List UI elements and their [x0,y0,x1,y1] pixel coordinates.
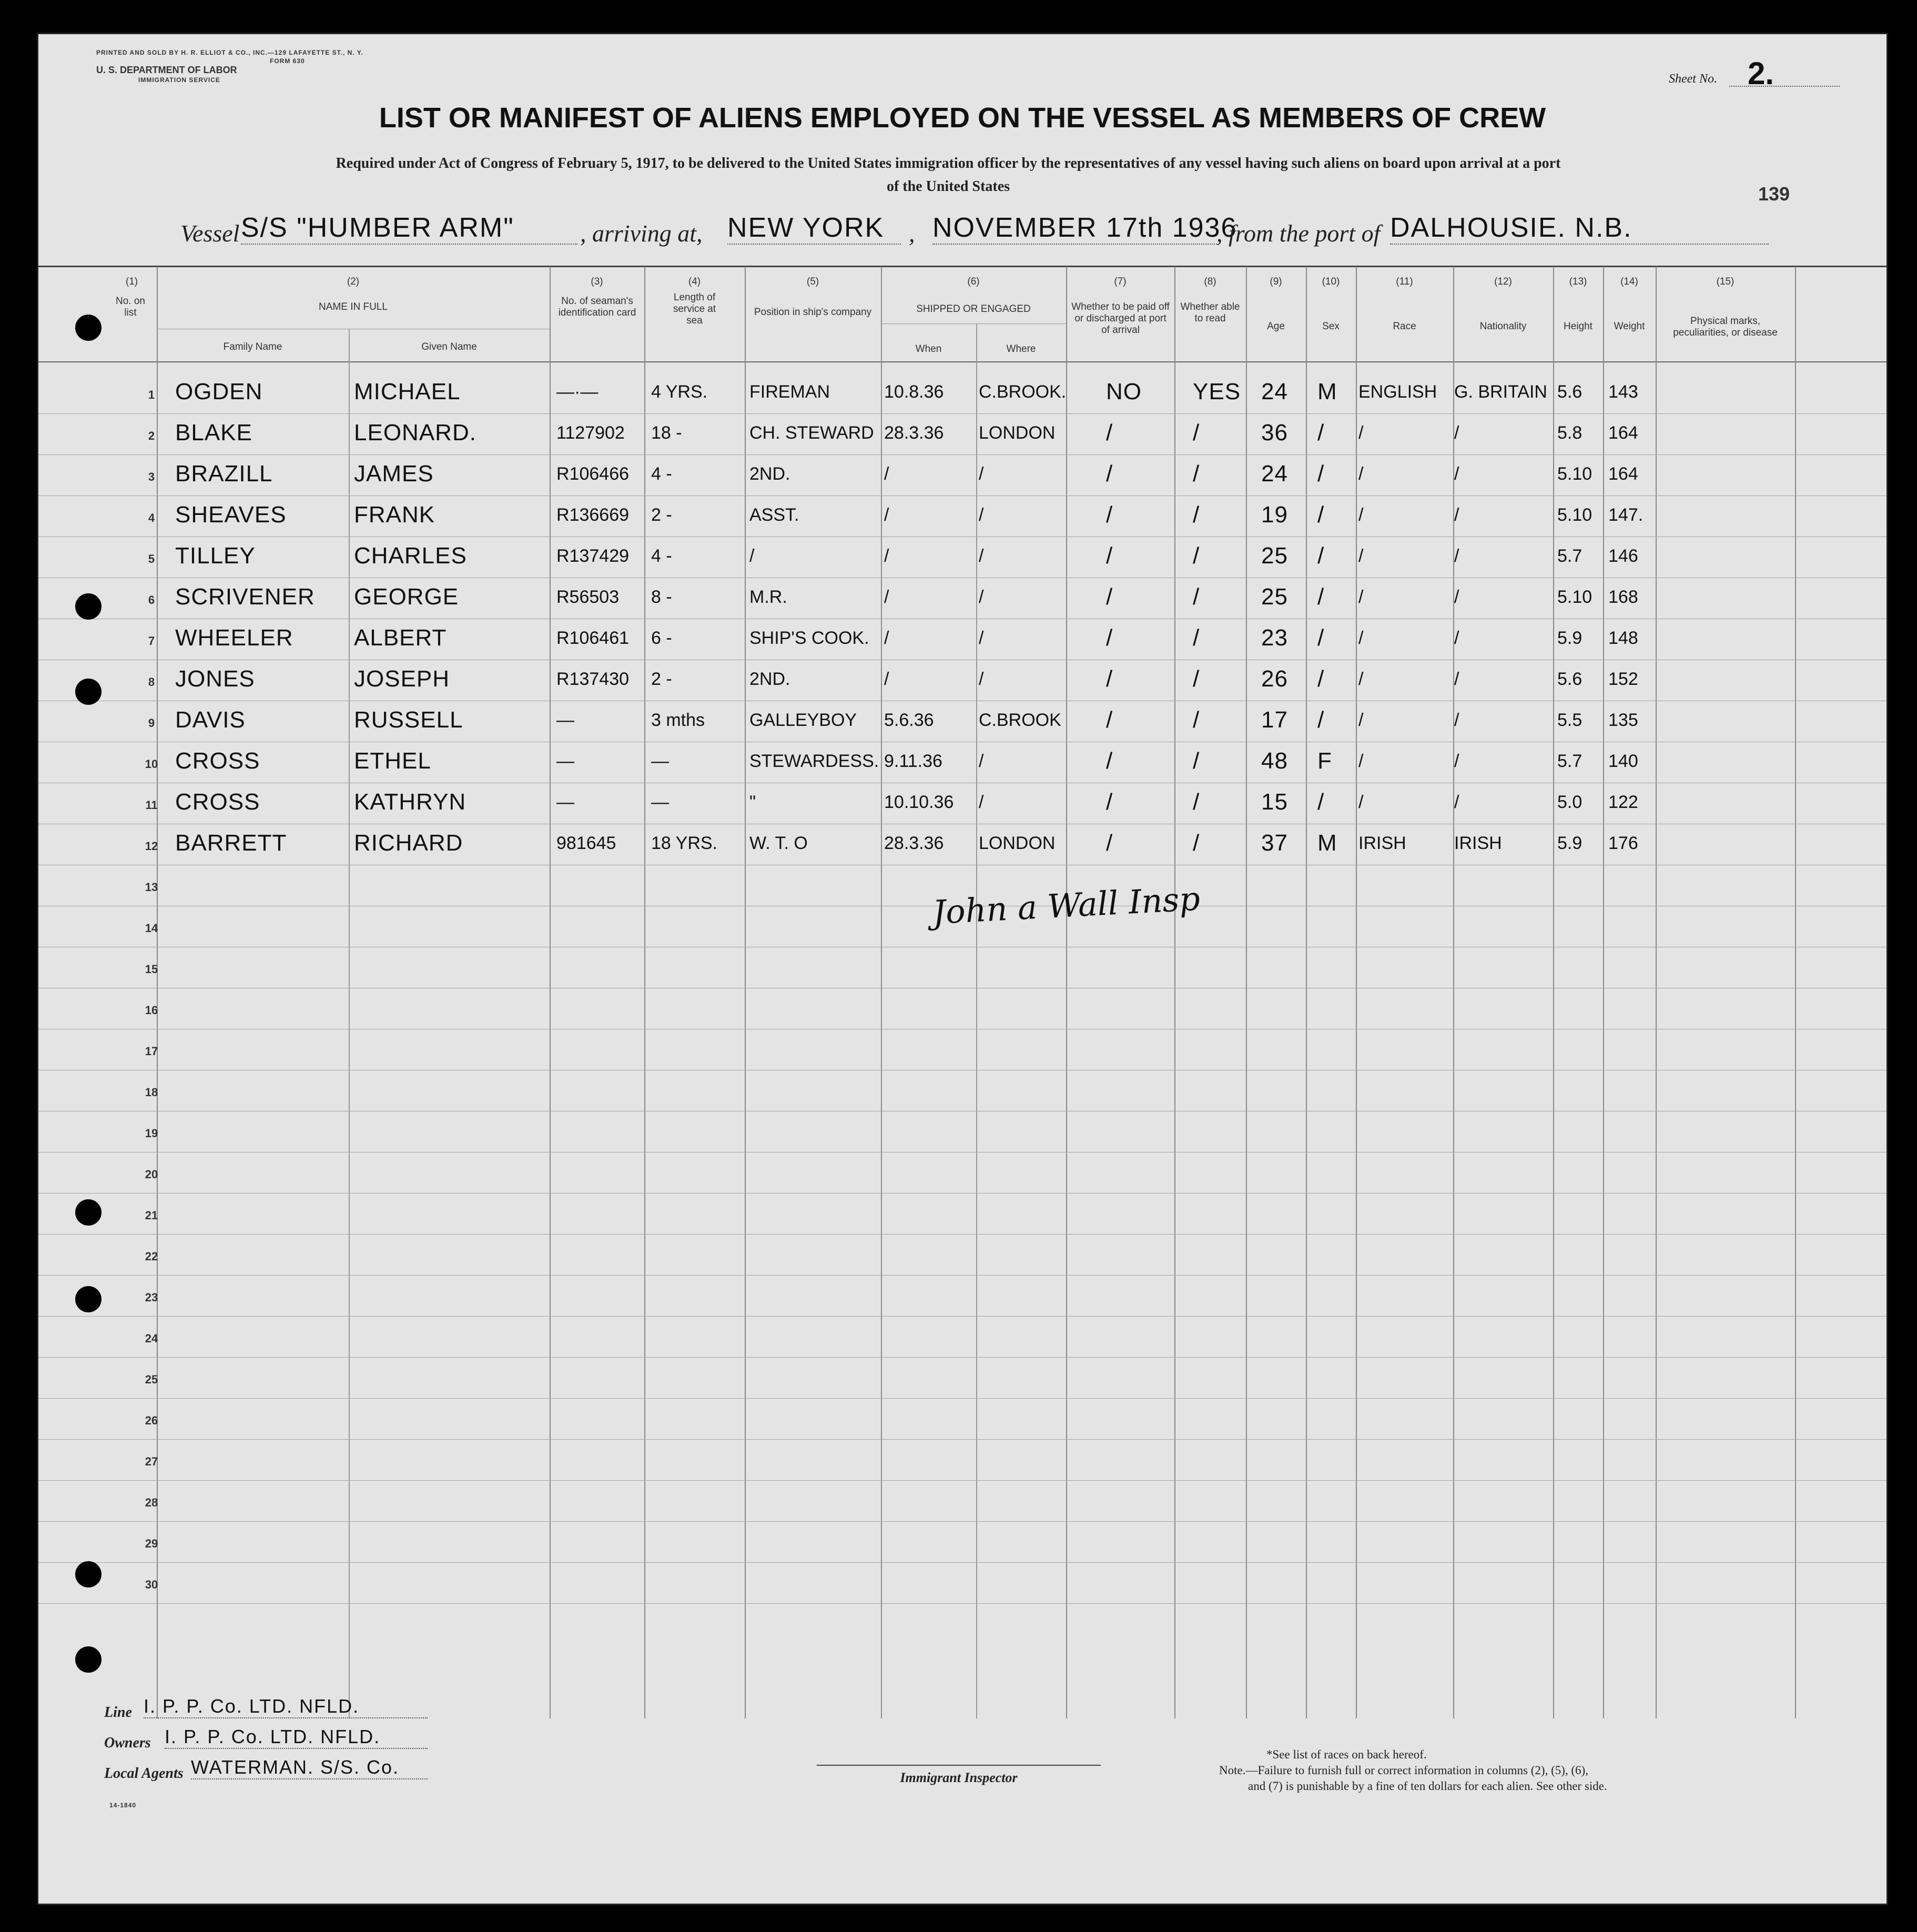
shipped-when: / [884,628,889,648]
shipped-where: / [979,792,984,812]
printer-line: PRINTED AND SOLD BY H. R. ELLIOT & CO., INC.—129 LAFAYETTE ST., N. Y. [96,49,363,56]
age: 24 [1261,461,1288,487]
agents-label: Local Agents [104,1765,184,1782]
able-to-read: / [1193,666,1200,692]
age: 15 [1261,789,1288,815]
height: 5.6 [1557,669,1583,689]
race: IRISH [1358,833,1406,853]
sex: M [1317,830,1337,856]
age: 17 [1261,707,1288,733]
paid-off: / [1106,543,1113,569]
given-name: FRANK [354,502,435,528]
weight: 135 [1608,710,1638,730]
page-title: LIST OR MANIFEST OF ALIENS EMPLOYED ON THE VESSEL AS MEMBERS OF CREW [379,102,1546,134]
ship-position: ASST. [749,505,799,525]
race: / [1358,423,1364,443]
arriving-label: , arriving at, [580,220,703,247]
row-number: 23 [145,1291,158,1304]
race: / [1358,505,1364,525]
given-name: LEONARD. [354,420,476,446]
sex: / [1317,789,1325,815]
ship-position: GALLEYBOY [749,710,857,730]
ship-position: W. T. O [749,833,808,853]
shipped-when: 28.3.36 [884,833,944,853]
height: 5.0 [1557,792,1583,812]
service-name: IMMIGRATION SERVICE [138,76,220,84]
sex: / [1317,502,1325,528]
nationality: / [1454,710,1459,730]
ship-position: 2ND. [749,464,790,484]
row-number: 14 [145,922,158,935]
paid-off: NO [1106,379,1142,404]
able-to-read: / [1193,420,1200,446]
col-header-card: No. of seaman's identification card [558,296,636,318]
form-number: FORM 630 [270,57,305,65]
weight: 164 [1608,423,1638,443]
row-number: 3 [148,470,155,483]
able-to-read: / [1193,789,1200,815]
able-to-read: / [1193,543,1200,569]
weight: 147. [1608,505,1644,525]
shipped-when: / [884,669,889,689]
col-header-no: No. on list [116,296,145,318]
shipped-when: 28.3.36 [884,423,944,443]
shipped-where: / [979,464,984,484]
row-number: 30 [145,1578,158,1591]
paid-off: / [1106,461,1113,487]
row-number: 24 [145,1332,158,1345]
nationality: / [1454,423,1459,443]
row-number: 26 [145,1414,158,1427]
sex: / [1317,707,1325,733]
race: / [1358,710,1364,730]
id-card-number: — [556,710,574,730]
row-number: 25 [145,1373,158,1386]
service-length: — [651,792,669,812]
height: 5.9 [1557,628,1583,648]
nationality: / [1454,669,1459,689]
col-header-name: NAME IN FULL [319,301,388,312]
given-name: GEORGE [354,584,459,610]
height: 5.8 [1557,423,1583,443]
row-number: 17 [145,1045,158,1058]
id-card-number: R106466 [556,464,630,484]
age: 37 [1261,830,1288,856]
col-header-when: When [915,343,942,355]
paid-off: / [1106,625,1113,651]
sex: / [1317,461,1325,487]
departure-port: DALHOUSIE. N.B. [1390,212,1769,245]
inspector-signature: John a Wall Insp [931,879,1201,932]
row-number: 11 [145,798,158,812]
col-header-given: Given Name [421,341,477,352]
height: 5.10 [1557,464,1593,484]
races-note: *See list of races on back hereof. Note.—Failure to furnish full or correct information in columns (2), (5), (6), and (7) is punishable by a fine of ten dollars for each alien. See other side. [1219,1748,1607,1793]
col-header-age: Age [1267,321,1285,332]
nationality: / [1454,751,1459,771]
row-number: 27 [145,1455,158,1468]
shipped-where: LONDON [979,423,1056,443]
service-length: 6 - [651,628,672,648]
id-card-number: 981645 [556,833,616,853]
age: 19 [1261,502,1288,528]
ship-position: M.R. [749,587,787,607]
given-name: JOSEPH [354,666,450,692]
row-number: 22 [145,1250,158,1263]
service-length: — [651,751,669,771]
given-name: ALBERT [354,625,447,651]
nationality: / [1454,792,1459,812]
race: / [1358,751,1364,771]
owners-label: Owners [104,1735,151,1751]
shipped-where: / [979,628,984,648]
shipped-when: 9.11.36 [884,751,942,771]
col-header-physical: Physical marks, peculiarities, or disease [1673,316,1778,338]
shipped-where: / [979,505,984,525]
paid-off: / [1106,420,1113,446]
inspector-label: Immigrant Inspector [900,1770,1018,1785]
shipped-where: / [979,751,984,771]
ship-position: 2ND. [749,669,790,689]
id-card-number: R56503 [556,587,620,607]
row-number: 1 [148,388,155,401]
col-header-service: Length of service at sea [673,292,716,326]
service-length: 2 - [651,505,672,525]
able-to-read: / [1193,461,1200,487]
weight: 146 [1608,546,1638,566]
row-number: 20 [145,1168,158,1181]
row-number: 5 [148,552,155,565]
id-card-number: —·— [556,382,599,402]
given-name: RICHARD [354,830,463,856]
family-name: TILLEY [175,543,256,569]
ship-position: FIREMAN [749,382,830,402]
service-length: 2 - [651,669,672,689]
height: 5.9 [1557,833,1583,853]
family-name: OGDEN [175,379,263,404]
owners-value: I. P. P. Co. LTD. NFLD. [165,1726,428,1749]
col-header-weight: Weight [1614,321,1645,332]
row-number: 18 [145,1086,158,1099]
sheet-label: Sheet No. [1669,72,1717,86]
row-number: 8 [148,675,155,689]
nationality: / [1454,628,1459,648]
race: / [1358,587,1364,607]
family-name: BLAKE [175,420,252,446]
shipped-when: 10.8.36 [884,382,944,402]
form-code: 14-1840 [109,1802,137,1809]
row-number: 4 [148,511,155,524]
service-length: 3 mths [651,710,705,730]
family-name: DAVIS [175,707,246,733]
able-to-read: / [1193,584,1200,610]
sheet-number: 2. [1748,56,1774,91]
sex: M [1317,379,1337,404]
department-name: U. S. DEPARTMENT OF LABOR [96,65,237,75]
service-length: 8 - [651,587,672,607]
family-name: BRAZILL [175,461,273,487]
col-header-nationality: Nationality [1479,321,1527,332]
age: 36 [1261,420,1288,446]
shipped-where: / [979,587,984,607]
row-number: 28 [145,1496,158,1509]
col-header-paid-off: Whether to be paid off or discharged at port of arrival [1071,301,1170,336]
shipped-when: / [884,546,889,566]
height: 5.10 [1557,587,1593,607]
arrival-port: NEW YORK [727,212,901,245]
race: ENGLISH [1358,382,1437,402]
given-name: ETHEL [354,748,431,774]
age: 24 [1261,379,1288,404]
family-name: CROSS [175,789,260,815]
vessel-label: Vessel [180,220,240,247]
race: / [1358,669,1364,689]
row-number: 2 [148,429,155,442]
agents-value: WATERMAN. S/S. Co. [191,1756,428,1779]
shipped-where: LONDON [979,833,1056,853]
paid-off: / [1106,502,1113,528]
able-to-read: / [1193,830,1200,856]
nationality: / [1454,505,1459,525]
service-length: 18 - [651,423,682,443]
col-header-height: Height [1564,321,1593,332]
paid-off: / [1106,666,1113,692]
punch-hole [75,679,102,705]
age: 26 [1261,666,1288,692]
family-name: SHEAVES [175,502,287,528]
row-number: 10 [145,757,158,771]
row-number: 7 [148,634,155,648]
id-card-number: R136669 [556,505,630,525]
shipped-where: / [979,669,984,689]
shipped-when: / [884,587,889,607]
id-card-number: — [556,792,574,812]
punch-hole [75,315,102,341]
shipped-when: / [884,505,889,525]
race: / [1358,628,1364,648]
row-number: 6 [148,593,155,606]
age: 23 [1261,625,1288,651]
given-name: JAMES [354,461,434,487]
nationality: / [1454,464,1459,484]
service-length: 4 - [651,546,672,566]
weight: 152 [1608,669,1638,689]
height: 5.7 [1557,751,1583,771]
ship-position: SHIP'S COOK. [749,628,869,648]
row-number: 29 [145,1537,158,1550]
age: 25 [1261,584,1288,610]
given-name: RUSSELL [354,707,463,733]
id-card-number: R137430 [556,669,630,689]
sex: / [1317,625,1325,651]
family-name: WHEELER [175,625,293,651]
service-length: 18 YRS. [651,833,718,853]
able-to-read: / [1193,748,1200,774]
able-to-read: / [1193,502,1200,528]
weight: 148 [1608,628,1638,648]
weight: 143 [1608,382,1638,402]
ship-position: CH. STEWARD [749,423,874,443]
family-name: BARRETT [175,830,287,856]
row-number: 12 [145,839,158,853]
height: 5.7 [1557,546,1583,566]
shipped-where: / [979,546,984,566]
id-card-number: R106461 [556,628,630,648]
row-number: 21 [145,1209,158,1222]
col-header-where: Where [1006,343,1036,355]
shipped-when: / [884,464,889,484]
able-to-read: / [1193,625,1200,651]
col-header-family: Family Name [223,341,282,352]
col-header-sex: Sex [1322,321,1340,332]
height: 5.5 [1557,710,1583,730]
col-header-position: Position in ship's company [754,307,872,318]
col-header-shipped: SHIPPED OR ENGAGED [916,304,1031,315]
col-header-race: Race [1393,321,1416,332]
race: / [1358,792,1364,812]
weight: 164 [1608,464,1638,484]
weight: 176 [1608,833,1638,853]
able-to-read: / [1193,707,1200,733]
row-number: 13 [145,881,158,894]
weight: 168 [1608,587,1638,607]
sex: / [1317,420,1325,446]
nationality: / [1454,587,1459,607]
sex: / [1317,666,1325,692]
sex: F [1317,748,1332,774]
sex: / [1317,543,1325,569]
col-header-read: Whether able to read [1180,301,1240,324]
id-card-number: — [556,751,574,771]
family-name: JONES [175,666,255,692]
subtitle: Required under Act of Congress of February 5, 1917, to be delivered to the United States immigration officer by the representatives of any vessel having such aliens on board upon arrival at a port of the United States [336,155,1561,195]
row-number: 19 [145,1127,158,1140]
age: 48 [1261,748,1288,774]
ship-position: STEWARDESS. [749,751,879,771]
paid-off: / [1106,830,1113,856]
manifest-sheet: PRINTED AND SOLD BY H. R. ELLIOT & CO., INC.—129 LAFAYETTE ST., N. Y. FORM 630 U. S. DEPARTMENT OF LABOR IMMIGRATION SERVICE Sheet No. 2. LIST OR MANIFEST OF ALIENS EMPLOYED ON THE VESSEL AS MEMBERS OF CREW Required under Act of Congress of February 5, 1917, to be delivered to the United States immigration officer by the representatives of any vessel having such aliens on board upon arrival at a port of the United States 139 Vessel S/S "HUMBER ARM" , arriving at, NEW YORK , NOVEMBER 17th 1936 , from the port of DALHOUSIE. N.B. (1) No. on list (2) NAME IN FULL Family Name Given Name (3) No. of seaman's identification card (4) Length of service at sea (5) Position in ship's company (6) SHIPPED OR ENGAGED When Where (7) Whether to be paid off or discharged at port of arrival (8) Whether able to read (9) Age (10) Sex (11) Race (12) Nationality (13) Height (14) Weight (15) Physical marks, peculiarities, or disease 1 2 3 4 5 6 7 8 9 10 11 12 13 14 15 16 17 18 19 20 21 22 23 24 25 26 27 28 29 30 OGDEN MICHAEL —·— 4 YRS. FIREMAN 10.8.36 C.BROOK. NO YES 24 M ENGLISH G. BRITAIN 5.6 143 BLAKE LEONARD. 1127902 18 - CH. STEWARD 28.3.36 LONDON / / 36 / / / 5.8 164 BRAZILL JAMES R106466 4 - 2ND. / / / / 24 / / / 5.10 164 SHEAVES FRANK R136669 2 - ASST. / / / / 19 / / / 5.10 147. TILLEY CHARLES R137429 4 - / / / / / 25 / / / 5.7 146 SCRIVENER GEORGE R56503 8 - M.R. / / / / 25 / / / 5.10 168 WHEELER ALBERT R106461 6 - SHIP'S COOK. / / / / 23 / / / 5.9 148 JONES JOSEPH R137430 2 - 2ND. / / / / 26 / / / 5.6 152 DAVIS RUSSELL — 3 mths GALLEYBOY 5.6.36 C.BROOK / / 17 / / / 5.5 135 CROSS ETHEL — — STEWARDESS. 9.11.36 / / / 48 F / / 5.7 140 CROSS KATHRYN — — " 10.10.36 / / / 15 / / / 5.0 122 BARRETT RICHARD 981645 18 YRS. W. T. O 28.3.36 LONDON / / 37 M IRISH IRISH 5.9 176 John a Wall Insp Line I. P. P. Co. LTD. NFLD. Owners I. P. P. Co. LTD. NFLD. Local Agents WATERMAN. S/S. Co. 14-1840 Immigrant Inspector *See list of races on back hereof. Note.—Failure to furnish full or correct information in columns (2), (5), (6), and (7) is punishable by a fine of ten dollars for each alien. See other side. [37,33,1888,1905]
age: 25 [1261,543,1288,569]
page-number: 139 [1758,183,1790,205]
port-label: , from the port of [1216,220,1381,247]
ship-position: " [749,792,756,812]
punch-hole [75,1199,102,1226]
shipped-where: C.BROOK. [979,382,1067,402]
shipped-when: 10.10.36 [884,792,954,812]
family-name: SCRIVENER [175,584,315,610]
nationality: IRISH [1454,833,1502,853]
punch-hole [75,1561,102,1587]
height: 5.6 [1557,382,1583,402]
given-name: MICHAEL [354,379,461,404]
height: 5.10 [1557,505,1593,525]
punch-hole [75,1646,102,1673]
punch-hole [75,593,102,620]
row-number: 16 [145,1004,158,1017]
weight: 140 [1608,751,1638,771]
family-name: CROSS [175,748,260,774]
paid-off: / [1106,748,1113,774]
row-number: 9 [148,716,155,730]
service-length: 4 YRS. [651,382,708,402]
race: / [1358,546,1364,566]
sex: / [1317,584,1325,610]
row-number: 15 [145,963,158,976]
paid-off: / [1106,789,1113,815]
id-card-number: 1127902 [556,423,625,443]
line-value: I. P. P. Co. LTD. NFLD. [144,1695,428,1718]
shipped-where: C.BROOK [979,710,1061,730]
paid-off: / [1106,707,1113,733]
paid-off: / [1106,584,1113,610]
nationality: G. BRITAIN [1454,382,1547,402]
race: / [1358,464,1364,484]
id-card-number: R137429 [556,546,630,566]
weight: 122 [1608,792,1638,812]
vessel-name: S/S "HUMBER ARM" [241,212,577,245]
shipped-when: 5.6.36 [884,710,934,730]
line-label: Line [104,1704,132,1721]
given-name: CHARLES [354,543,467,569]
nationality: / [1454,546,1459,566]
ship-position: / [749,546,755,566]
able-to-read: YES [1193,379,1241,404]
given-name: KATHRYN [354,789,466,815]
arrival-date: NOVEMBER 17th 1936 [932,212,1219,245]
punch-hole [75,1286,102,1312]
service-length: 4 - [651,464,672,484]
